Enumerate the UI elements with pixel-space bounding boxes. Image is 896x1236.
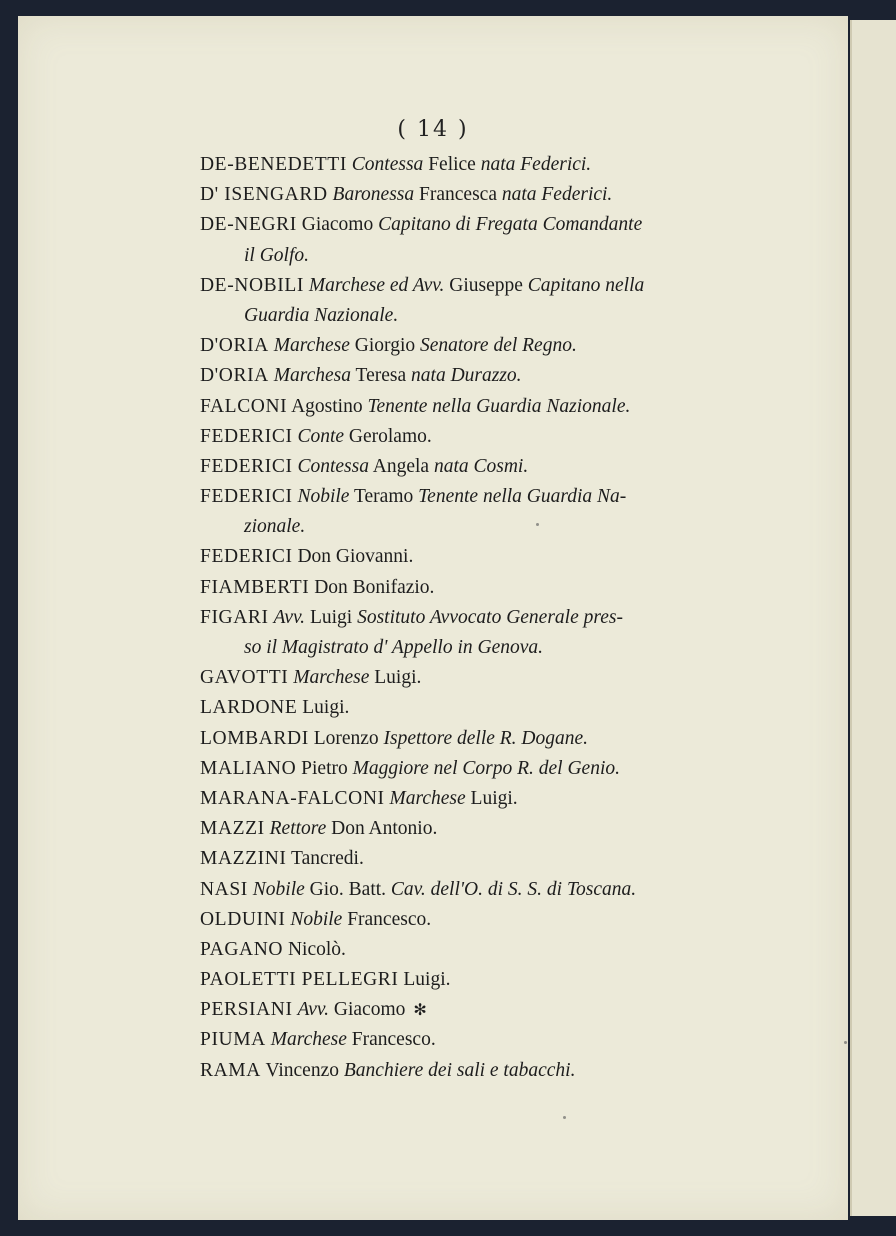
entry-title-italic: Sostituto Avvocato Generale pres- [357,606,623,628]
entry-line [200,331,760,361]
entry-line [200,422,760,452]
entry-title-italic: Marchese ed Avv. [308,274,445,296]
entry-surname: DE-BENEDETTI [200,154,347,175]
entry-surname: D'ORIA [200,335,269,357]
entry-surname: FIAMBERTI [200,576,310,598]
entry-surname: MAZZI [200,818,265,840]
entry-surname: FEDERICI [200,486,293,508]
entry-surname: MARANA-FALCONI [200,787,385,809]
entry-surname: RAMA [200,1059,261,1081]
entry-given-name: Luigi [309,606,353,628]
entry-given-name: Giorgio [354,335,416,357]
entry-line [200,271,760,301]
entry-title-italic: Nobile [297,486,350,508]
entry-given-name: Tancredi. [291,848,364,870]
entry-title-italic: Tenente nella Guardia Nazionale. [367,395,631,417]
entry-given-name: Teresa [355,365,407,387]
entry-surname: DE-NOBILI [200,274,304,296]
entry-given-name: Francesca [419,184,497,206]
entry-given-name: Don Bonifazio. [314,576,435,598]
entry-title-italic: Nobile [252,878,305,900]
entry-surname: FEDERICI [200,425,293,447]
entry-line [200,995,760,1025]
entry-line [200,482,760,512]
entry-surname: FEDERICI [200,455,293,477]
entry-surname: FEDERICI [200,546,293,568]
entry-line [200,844,760,874]
entry-given-name: Francesco. [347,908,432,930]
entry-surname: DE-NEGRI [200,214,297,236]
entry-title-italic: Marchese [273,335,350,357]
entry-title-italic: Capitano nella [527,274,645,296]
entry-given-name: Luigi. [302,697,350,719]
entry-line [200,210,760,240]
entry-given-name: Angela [372,455,430,477]
entry-given-name: Felice [428,154,476,175]
entry-surname: PAOLETTI PELLEGRI [200,969,399,991]
entry-line [200,573,760,603]
entry-given-name: Vincenzo [265,1059,339,1081]
entry-surname: LOMBARDI [200,727,309,749]
entry-line [200,542,760,572]
entry-given-name: Francesco. [351,1029,436,1051]
entry-title-italic: nata Durazzo. [411,365,522,387]
entry-surname: PIUMA [200,1029,266,1051]
entry-title-italic: Maggiore nel Corpo R. del Genio. [352,757,620,779]
entry-line [200,603,760,633]
entry-continuation-line [200,633,760,663]
entry-given-name: Giuseppe [449,274,523,296]
entry-line [200,150,760,180]
entry-title-italic: Baronessa [332,184,415,206]
entry-given-name: Pietro [301,757,348,779]
entry-surname: MAZZINI [200,848,287,870]
page-number: ( 14 ) [397,117,469,142]
entry-title-italic: zionale. [244,516,306,538]
entry-title-italic: Avv. [297,999,330,1021]
entry-line [200,784,760,814]
entry-title-italic: Marchese [293,667,370,689]
entry-given-name: Luigi. [403,969,451,991]
entry-title-italic: il Golfo. [244,244,310,266]
entry-title-italic: Nobile [290,908,343,930]
entry-line [200,1056,760,1086]
entry-given-name: Lorenzo [313,727,379,749]
entry-surname: PAGANO [200,938,284,960]
entry-surname: MALIANO [200,757,297,779]
entry-given-name: Nicolò. [287,938,346,960]
entry-given-name: Don Giovanni. [297,546,414,568]
entry-line [200,180,760,210]
entry-surname: D' ISENGARD [200,184,328,206]
entry-surname: GAVOTTI [200,667,289,689]
ink-speck [844,1041,847,1044]
entry-line [200,1025,760,1055]
name-list [200,150,760,1086]
entry-title-italic: Marchese [270,1029,347,1051]
entry-given-name: Giacomo [301,214,374,236]
entry-title-italic: Tenente nella Guardia Na- [418,486,627,508]
entry-title-italic: Contessa [351,154,424,175]
entry-title-italic: Capitano di Fregata Comandante [378,214,643,236]
book-page [18,16,848,1220]
entry-title-italic: Cav. dell'O. di S. S. di Toscana. [390,878,637,900]
entry-line [200,875,760,905]
adjacent-page-edge [850,20,896,1216]
entry-surname: LARDONE [200,697,298,719]
entry-given-name: Luigi. [374,667,422,689]
entry-title-italic: Guardia Nazionale. [244,304,399,326]
entry-surname: NASI [200,878,248,900]
entry-title-italic: Contessa [297,455,369,477]
entry-line [200,724,760,754]
entry-title-italic: Banchiere dei sali e tabacchi. [343,1059,576,1081]
entry-title-italic: Conte [297,425,345,447]
entry-given-name: Don Antonio. [331,818,438,840]
entry-title-italic: Marchese [389,787,466,809]
entry-given-name: Giacomo [333,999,406,1021]
entry-title-italic: Rettore [269,818,327,840]
entry-line [200,935,760,965]
entry-given-name: Gerolamo. [348,425,432,447]
entry-line [200,965,760,995]
entry-title-italic: nata Cosmi. [433,455,529,477]
entry-line [200,452,760,482]
entry-title-italic: so il Magistrato d' Appello in Genova. [244,637,544,658]
entry-given-name: Luigi. [470,787,518,809]
entry-title-italic: Avv. [273,606,306,628]
entry-continuation-line [200,512,760,542]
entry-title-italic: nata Federici. [480,154,592,175]
entry-title-italic: Marchesa [273,365,352,387]
entry-continuation-line [200,301,760,331]
entry-surname: OLDUINI [200,908,286,930]
entry-title-italic: Senatore del Regno. [419,335,577,357]
entry-line [200,392,760,422]
entry-line [200,905,760,935]
entry-given-name: Gio. Batt. [309,878,387,900]
entry-surname: FIGARI [200,606,269,628]
entry-line [200,814,760,844]
entry-given-name: Teramo [353,486,414,508]
entry-title-italic: nata Federici. [501,184,613,206]
entry-line [200,663,760,693]
entry-surname: FALCONI [200,395,288,417]
entry-line [200,754,760,784]
entry-title-italic: Ispettore delle R. Dogane. [383,727,589,749]
entry-line [200,361,760,391]
asterisk-mark: ✻ [413,1002,427,1020]
entry-surname: PERSIANI [200,999,293,1021]
entry-continuation-line [200,241,760,271]
ink-speck [536,523,539,526]
entry-line [200,693,760,723]
entry-given-name: Agostino [291,395,363,417]
entry-surname: D'ORIA [200,365,269,387]
ink-speck [563,1116,566,1119]
